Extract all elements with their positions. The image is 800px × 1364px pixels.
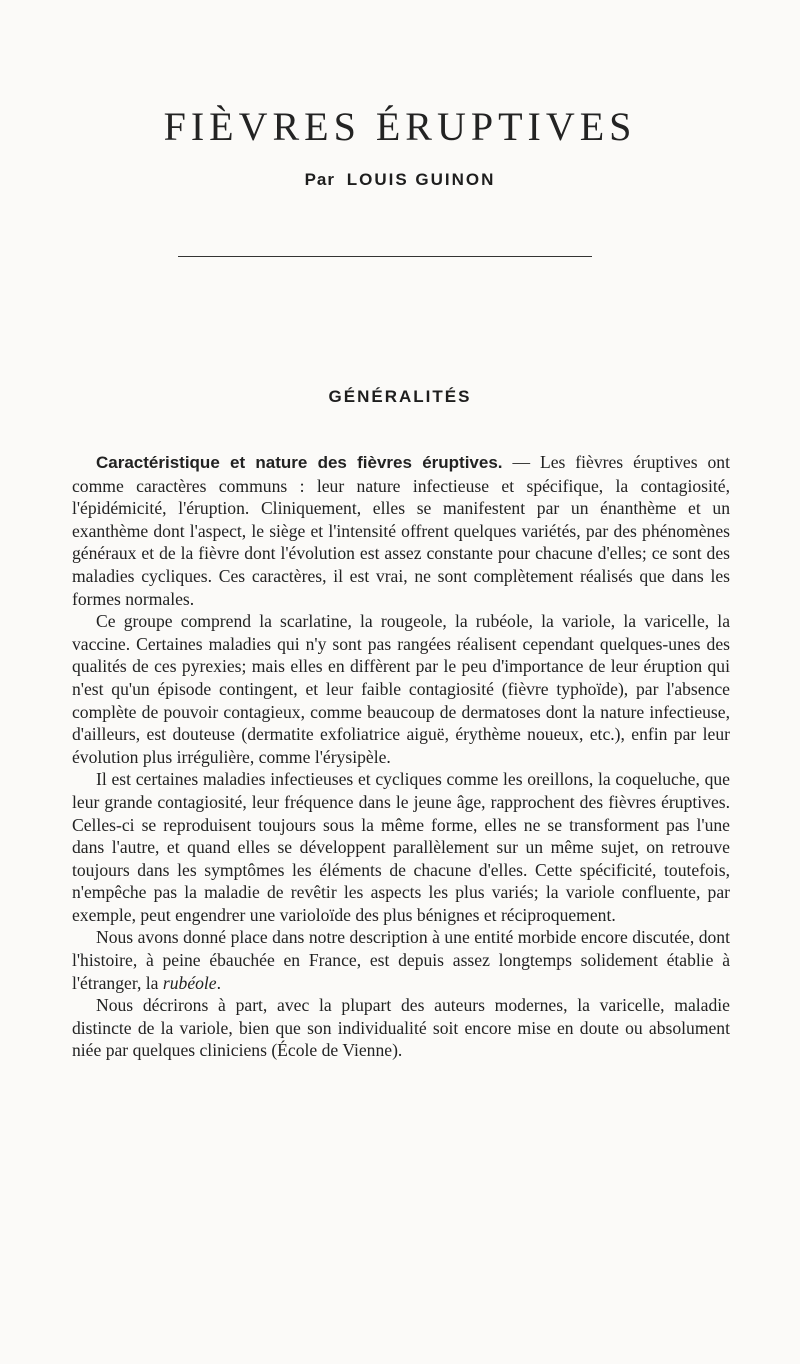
paragraph-end: .: [216, 972, 222, 993]
byline: [0, 170, 800, 190]
paragraph-text: — Les fièvres éruptives ont comme caractères communs : leur nature infectieuse et spécifique, la contagiosité, l'épidémicité, l'éruption. Cliniquement, elles se manifestent par un énanthème et un exanthème dont l'aspect, le siège et l'intensité offrent quelques variétés, par des phénomènes généraux et de la fièvre dont l'évolution est assez constante pour chacune d'elles; ce sont des maladies cycliques. Ces caractères, il est vrai, ne sont complètement réalisés que dans les formes normales.: [72, 452, 730, 609]
italic-term: rubéole: [162, 972, 217, 993]
paragraph: Nous décrirons à part, avec la plupart des auteurs modernes, la varicelle, maladie distincte de la variole, bien que son individualité soit encore mise en doute ou absolument niée par quelques cliniciens (École de Vienne).: [72, 995, 730, 1061]
paragraph: [72, 926, 730, 994]
paragraph-lead: Caractéristique et nature des fièvres éruptives.: [96, 453, 503, 472]
byline-prefix: Par: [304, 170, 335, 189]
paragraph: Il est certaines maladies infectieuses et cycliques comme les oreillons, la coqueluche, que leur grande contagiosité, leur fréquence dans le jeune âge, rapprochent des fièvres éruptives. Celles-ci se reproduisent toujours sous la même forme, elles ne se transforment pas l'une dans l'autre, et quand elles se développent parallèlement sur un même sujet, on retrouve toujours dans les symptômes les éléments de chacune d'elles. Cette spécificité, toutefois, n'empêche pas la maladie de revêtir les aspects les plus variés; la variole confluente, par exemple, peut engendrer une varioloïde des plus bénignes et réciproquement.: [72, 769, 730, 925]
paragraph: [72, 451, 730, 610]
author-name: LOUIS GUINON: [346, 170, 496, 189]
document-title: FIÈVRES ÉRUPTIVES: [163, 104, 637, 149]
section-heading: GÉNÉRALITÉS: [328, 387, 472, 406]
horizontal-rule: [178, 256, 592, 257]
paragraph-text: Nous avons donné place dans notre description à une entité morbide encore discutée, dont l'histoire, à peine ébauchée en France, est depuis assez longtemps solidement établie à l'étranger, la: [72, 927, 730, 993]
body-text: [72, 451, 730, 1062]
paragraph: Ce groupe comprend la scarlatine, la rougeole, la rubéole, la variole, la varicelle, la vaccine. Certaines maladies qui n'y sont pas rangées réalisent cependant quelques-unes des qualités de ces pyrexies; mais elles en diffèrent par le peu d'importance de leur éruption qui n'est qu'un épisode contingent, et leur faible contagiosité (fièvre typhoïde), par l'absence complète de pouvoir contagieux, comme beaucoup de dermatoses dont la nature infectieuse, d'ailleurs, est douteuse (dermatite exfoliatrice aiguë, érythème noueux, etc.), enfin par leur évolution plus irrégulière, comme l'érysipèle.: [72, 611, 730, 767]
